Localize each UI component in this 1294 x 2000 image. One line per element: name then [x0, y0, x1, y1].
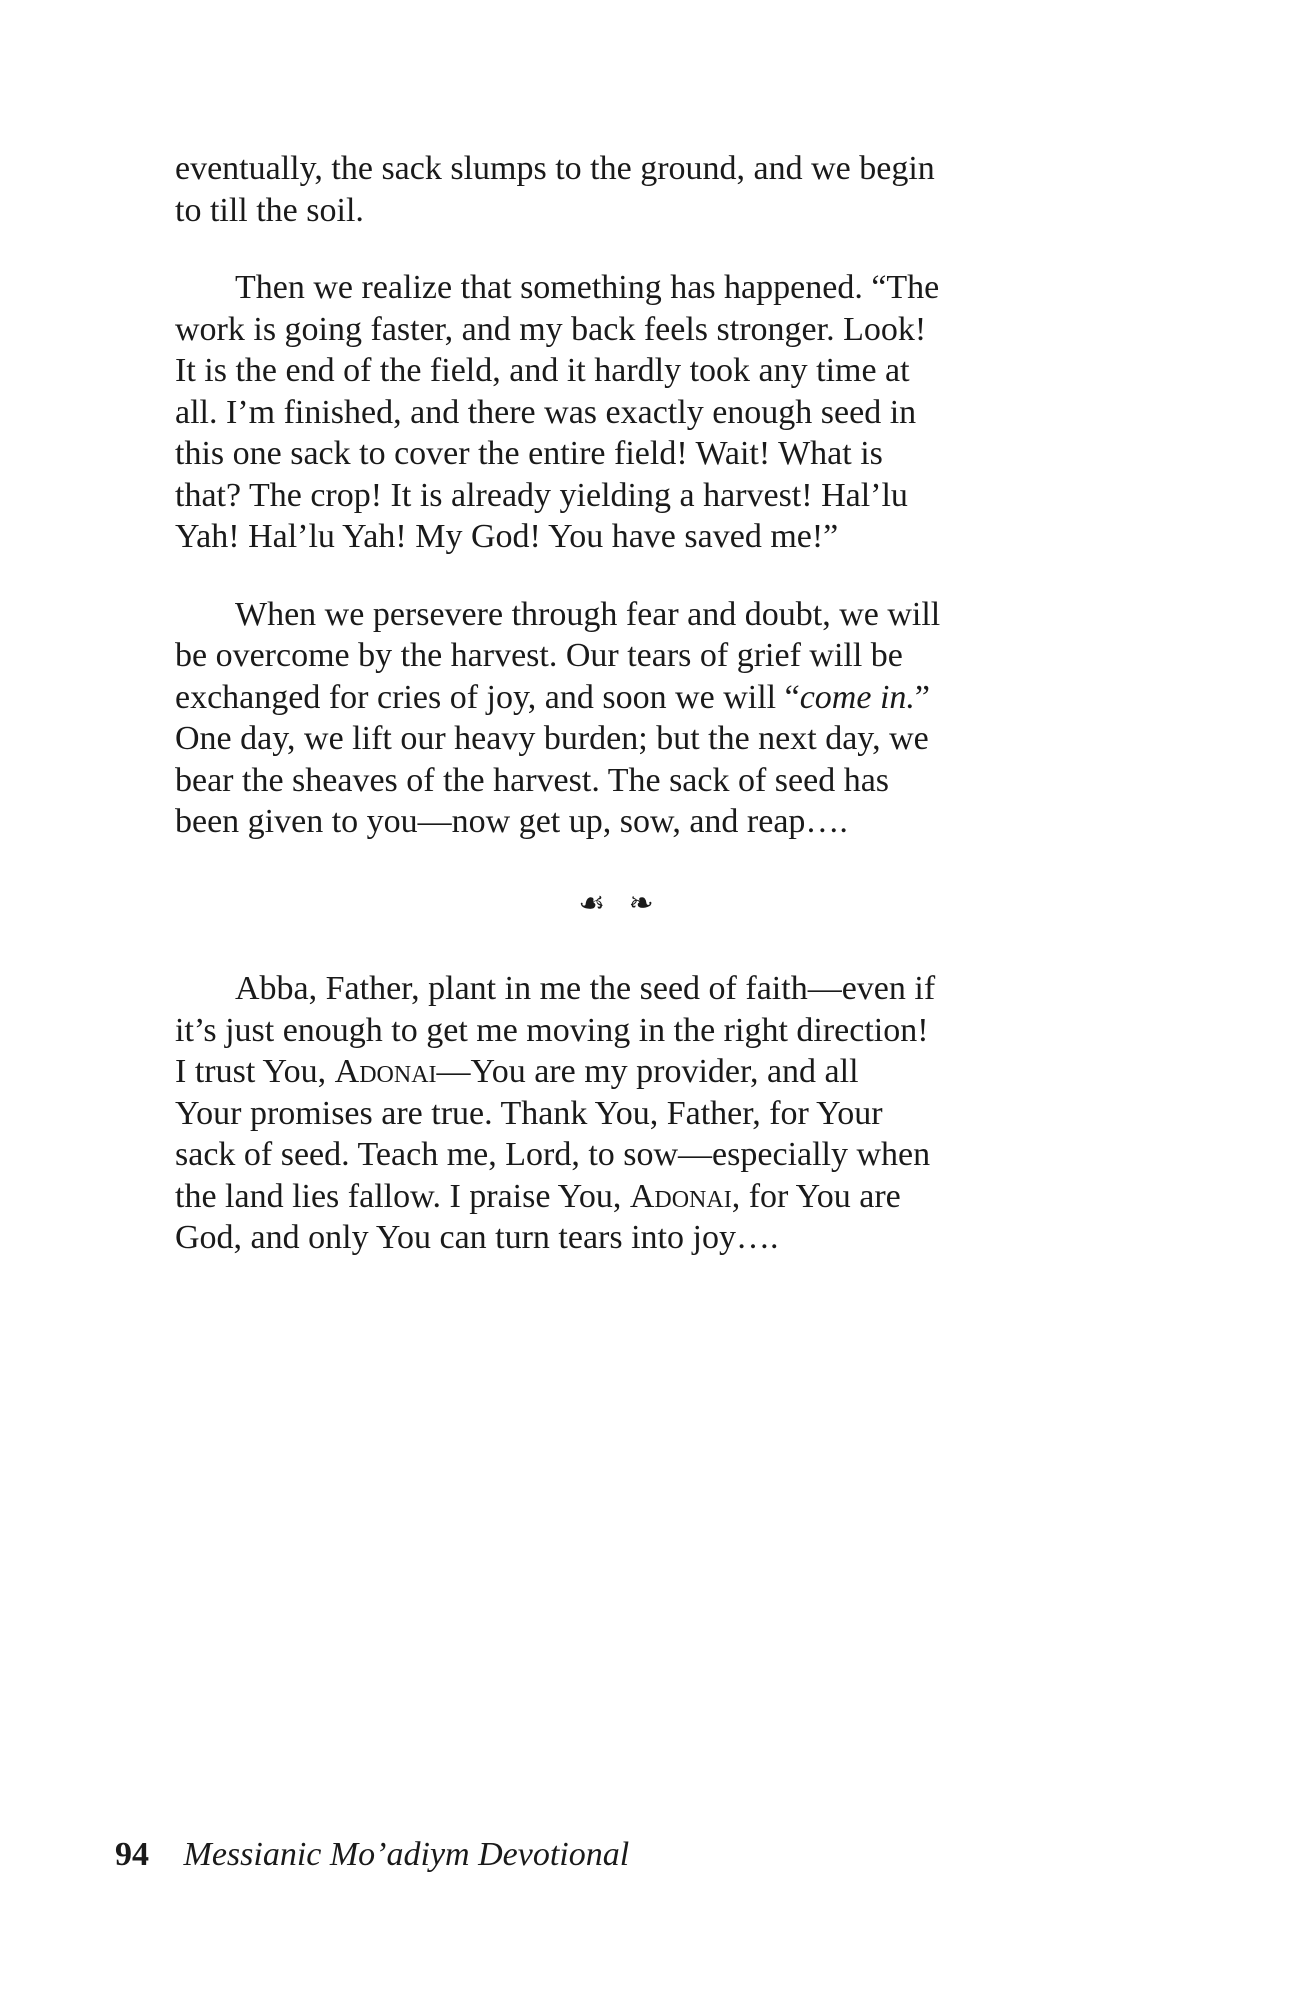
text-line: Yah! Hal’lu Yah! My God! You have saved me!” — [175, 518, 839, 555]
divine-name: Adonai — [629, 1177, 732, 1215]
text-line: sack of seed. Teach me, Lord, to sow—especially when — [175, 1136, 931, 1173]
paragraph-continuation — [175, 148, 1065, 231]
text-line — [175, 1176, 1065, 1218]
text-line: bear the sheaves of the harvest. The sack of seed has — [175, 761, 890, 799]
paragraph-prayer — [175, 968, 1065, 1259]
fleuron-ornament-icon: ☙ ❧ — [578, 886, 662, 920]
text-line: it’s just enough to get me moving in the right direction! — [175, 1011, 929, 1049]
text-line: eventually, the sack slumps to the ground, and we begin — [175, 150, 935, 187]
text-line: One day, we lift our heavy burden; but the next day, we — [175, 720, 929, 757]
emphasized-phrase: come in. — [799, 678, 915, 716]
text-line — [175, 677, 1065, 719]
text-segment: ” — [914, 678, 930, 716]
text-segment: , for You are — [731, 1177, 901, 1215]
text-segment: the land lies fallow. I praise You, — [175, 1177, 630, 1215]
text-segment: I trust You, — [175, 1053, 335, 1090]
text-line — [175, 1051, 1065, 1093]
text-line: God, and only You can turn tears into joy…. — [175, 1219, 779, 1256]
text-segment: —You are my provider, and all — [436, 1053, 859, 1090]
text-line: When we persevere through fear and doubt, we will — [235, 595, 941, 633]
text-line: to till the soil. — [175, 191, 364, 229]
body-text — [175, 148, 1065, 1259]
text-line: all. I’m finished, and there was exactly enough seed in — [175, 393, 917, 431]
page-footer — [115, 1836, 629, 1874]
page-number: 94 — [115, 1836, 149, 1873]
text-line: this one sack to cover the entire field! Wait! What is — [175, 435, 883, 472]
paragraph-perseverance — [175, 594, 1065, 843]
text-line: been given to you—now get up, sow, and reap…. — [175, 803, 848, 840]
text-line: be overcome by the harvest. Our tears of grief will be — [175, 637, 903, 674]
text-line: Abba, Father, plant in me the seed of faith—even if — [235, 970, 936, 1007]
text-line: Your promises are true. Thank You, Father, for Your — [175, 1094, 883, 1132]
paragraph-realization — [175, 267, 1065, 558]
text-line: Then we realize that something has happened. “The — [235, 269, 940, 306]
text-line: It is the end of the field, and it hardly took any time at — [175, 352, 910, 389]
text-segment: exchanged for cries of joy, and soon we will “ — [175, 678, 800, 716]
running-title: Messianic Mo’adiym Devotional — [183, 1836, 630, 1873]
divine-name: Adonai — [334, 1053, 437, 1090]
text-line: that? The crop! It is already yielding a harvest! Hal’lu — [175, 476, 908, 514]
text-line: work is going faster, and my back feels stronger. Look! — [175, 310, 927, 348]
